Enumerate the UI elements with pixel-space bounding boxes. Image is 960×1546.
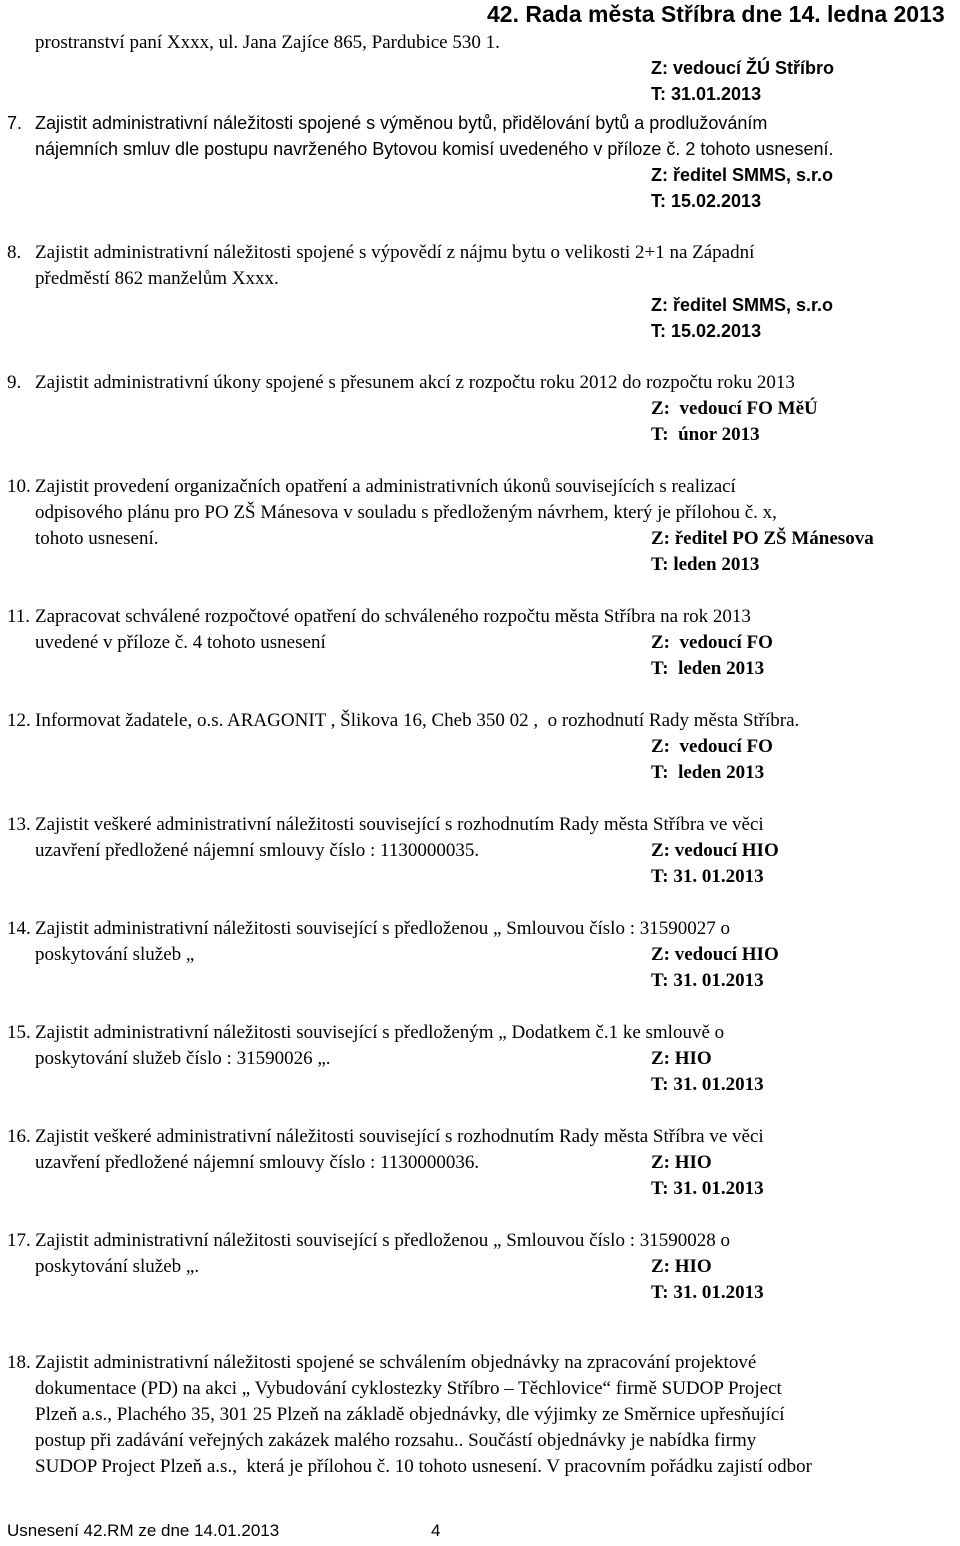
item-responsible: Z: vedoucí HIO bbox=[651, 944, 779, 965]
item-deadline: T: leden 2013 bbox=[651, 762, 765, 783]
item-responsible: Z: HIO bbox=[651, 1152, 712, 1173]
item-responsible: Z: ředitel SMMS, s.r.o bbox=[651, 295, 834, 315]
item-text-line: Informovat žadatele, o.s. ARAGONIT , Šlikova 16, Cheb 350 02 , o rozhodnutí Rady města Stříbra. bbox=[35, 710, 800, 731]
item-text-line: nájemních smluv dle postupu navrženého Bytovou komisí uvedeného v příloze č. 2 tohoto usnesení. bbox=[35, 139, 834, 159]
item-deadline: T: 31. 01.2013 bbox=[651, 866, 764, 887]
item-text-line: postup při zadávání veřejných zakázek malého rozsahu.. Součástí objednávky je nabídka firmy bbox=[35, 1430, 757, 1451]
item-text-line: uvedené v příloze č. 4 tohoto usnesení bbox=[35, 632, 326, 653]
item-text-line: uzavření předložené nájemní smlouvy číslo : 1130000035. bbox=[35, 840, 480, 861]
item-text-line: Zajistit administrativní náležitosti související s předloženým „ Dodatkem č.1 ke smlouvě o bbox=[35, 1022, 725, 1043]
item-number: 7. bbox=[7, 113, 23, 133]
item-responsible: Z: ředitel PO ZŠ Mánesova bbox=[651, 528, 874, 549]
item-responsible: Z: HIO bbox=[651, 1048, 712, 1069]
item-text-line: poskytování služeb „ bbox=[35, 944, 195, 965]
item-text-line: dokumentace (PD) na akci „ Vybudování cyklostezky Stříbro – Těchlovice“ firmě SUDOP Project bbox=[35, 1378, 782, 1399]
item-text-line: Zajistit provedení organizačních opatření a administrativních úkonů souvisejících s realizací bbox=[35, 476, 736, 497]
item-text-line: Zajistit administrativní náležitosti spojené se schválením objednávky na zpracování projektové bbox=[35, 1352, 757, 1373]
footer-text: Usnesení 42.RM ze dne 14.01.2013 bbox=[7, 1521, 280, 1540]
item-text-line: Zajistit administrativní náležitosti související s předloženou „ Smlouvou číslo : 31590027 o bbox=[35, 918, 730, 939]
item-number: 8. bbox=[7, 242, 22, 263]
item-text-line: Zajistit administrativní náležitosti související s předloženou „ Smlouvou číslo : 31590028 o bbox=[35, 1230, 730, 1251]
item-text-line: Plzeň a.s., Plachého 35, 301 25 Plzeň na základě objednávky, dle výjimky ze Směrnice upřesňující bbox=[35, 1404, 785, 1425]
item-number: 12. bbox=[7, 710, 31, 731]
item-text-line: Zajistit veškeré administrativní náležitosti související s rozhodnutím Rady města Stříbra ve věci bbox=[35, 1126, 764, 1147]
item-text-line: SUDOP Project Plzeň a.s., která je přílohou č. 10 tohoto usnesení. V pracovním pořádku zajistí odbor bbox=[35, 1456, 812, 1477]
item-text-line: tohoto usnesení. bbox=[35, 528, 159, 549]
item-text-line: poskytování služeb „. bbox=[35, 1256, 200, 1277]
page-number: 4 bbox=[431, 1521, 441, 1540]
item-number: 13. bbox=[7, 814, 31, 835]
item-number: 15. bbox=[7, 1022, 31, 1043]
item-deadline: T: únor 2013 bbox=[651, 424, 760, 445]
item-responsible: Z: vedoucí FO MěÚ bbox=[651, 398, 818, 419]
page-header-title: 42. Rada města Stříbra dne 14. ledna 2013 bbox=[487, 1, 945, 27]
item-number: 14. bbox=[7, 918, 31, 939]
continued-text: prostranství paní Xxxx, ul. Jana Zajíce 865, Pardubice 530 1. bbox=[35, 32, 500, 53]
item-number: 10. bbox=[7, 476, 31, 497]
item-deadline: T: 31. 01.2013 bbox=[651, 1074, 764, 1095]
item-text-line: Zapracovat schválené rozpočtové opatření do schváleného rozpočtu města Stříbra na rok 2013 bbox=[35, 606, 751, 627]
item-number: 9. bbox=[7, 372, 22, 393]
continued-deadline: T: 31.01.2013 bbox=[651, 84, 762, 104]
item-text-line: uzavření předložené nájemní smlouvy číslo : 1130000036. bbox=[35, 1152, 480, 1173]
item-deadline: T: 31. 01.2013 bbox=[651, 970, 764, 991]
item-responsible: Z: vedoucí FO bbox=[651, 632, 773, 653]
item-deadline: T: 15.02.2013 bbox=[651, 191, 762, 211]
item-text-line: Zajistit administrativní náležitosti spojené s výměnou bytů, přidělování bytů a prodlužováním bbox=[35, 113, 768, 133]
item-deadline: T: 15.02.2013 bbox=[651, 321, 762, 341]
item-deadline: T: 31. 01.2013 bbox=[651, 1178, 764, 1199]
item-text-line: odpisového plánu pro PO ZŠ Mánesova v souladu s předloženým návrhem, který je přílohou č. x, bbox=[35, 502, 777, 523]
item-number: 18. bbox=[7, 1352, 31, 1373]
item-responsible: Z: ředitel SMMS, s.r.o bbox=[651, 165, 834, 185]
continued-responsible: Z: vedoucí ŽÚ Stříbro bbox=[651, 58, 835, 78]
item-text-line: Zajistit administrativní náležitosti spojené s výpovědí z nájmu bytu o velikosti 2+1 na Západní bbox=[35, 242, 755, 263]
item-responsible: Z: vedoucí HIO bbox=[651, 840, 779, 861]
item-deadline: T: leden 2013 bbox=[651, 658, 765, 679]
item-text-line: předměstí 862 manželům Xxxx. bbox=[35, 268, 279, 289]
item-text-line: Zajistit administrativní úkony spojené s přesunem akcí z rozpočtu roku 2012 do rozpočtu roku 2013 bbox=[35, 372, 795, 393]
item-number: 16. bbox=[7, 1126, 31, 1147]
item-responsible: Z: HIO bbox=[651, 1256, 712, 1277]
item-text-line: poskytování služeb číslo : 31590026 „. bbox=[35, 1048, 331, 1069]
item-text-line: Zajistit veškeré administrativní náležitosti související s rozhodnutím Rady města Stříbra ve věci bbox=[35, 814, 764, 835]
item-number: 11. bbox=[7, 606, 31, 627]
item-number: 17. bbox=[7, 1230, 31, 1251]
item-deadline: T: 31. 01.2013 bbox=[651, 1282, 764, 1303]
item-responsible: Z: vedoucí FO bbox=[651, 736, 773, 757]
item-deadline: T: leden 2013 bbox=[651, 554, 760, 575]
